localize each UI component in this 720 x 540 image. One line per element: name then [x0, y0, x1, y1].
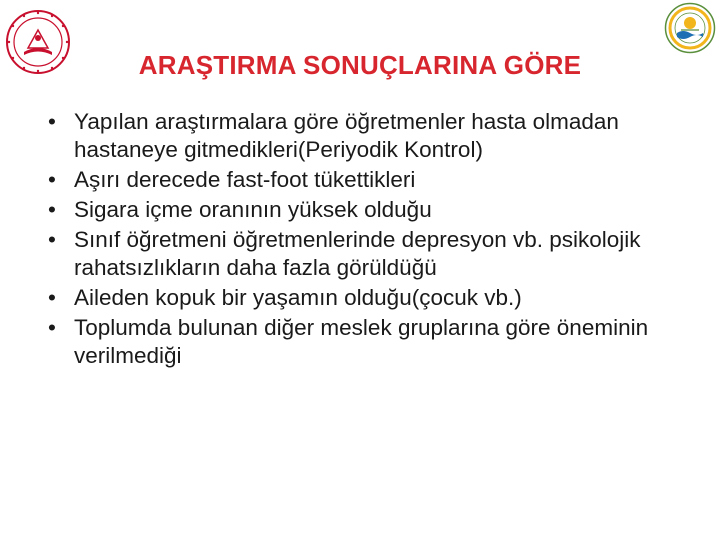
- bullet-list: [48, 108, 688, 372]
- bullet-item: [48, 226, 688, 282]
- institution-seal-icon: [664, 2, 716, 54]
- bullet-dot: •: [48, 285, 56, 310]
- bullet-dot: •: [48, 197, 56, 222]
- bullet-dot: •: [48, 315, 56, 340]
- slide-title: ARAŞTIRMA SONUÇLARINA GÖRE: [138, 50, 582, 80]
- bullet-text: Toplumda bulunan diğer meslek gruplarına göre öneminin verilmediği: [74, 315, 649, 368]
- bullet-text: Aşırı derecede fast-foot tükettikleri: [74, 167, 416, 192]
- bullet-dot: •: [48, 167, 56, 192]
- bullet-dot: •: [48, 227, 56, 252]
- bullet-text: Sigara içme oranının yüksek olduğu: [74, 197, 432, 222]
- bullet-item: [48, 196, 688, 224]
- bullet-dot: •: [48, 109, 56, 134]
- bullet-item: [48, 108, 688, 164]
- bullet-text: Yapılan araştırmalara göre öğretmenler hasta olmadan hastaneye gitmedikleri(Periyodik Kontrol): [74, 109, 619, 162]
- bullet-item: [48, 166, 688, 194]
- bullet-item: [48, 284, 688, 312]
- bullet-text: Sınıf öğretmeni öğretmenlerinde depresyon vb. psikolojik rahatsızlıkların daha fazla görüldüğü: [74, 227, 641, 280]
- bullet-text: Aileden kopuk bir yaşamın olduğu(çocuk vb.): [74, 285, 522, 310]
- bullet-item: [48, 314, 688, 370]
